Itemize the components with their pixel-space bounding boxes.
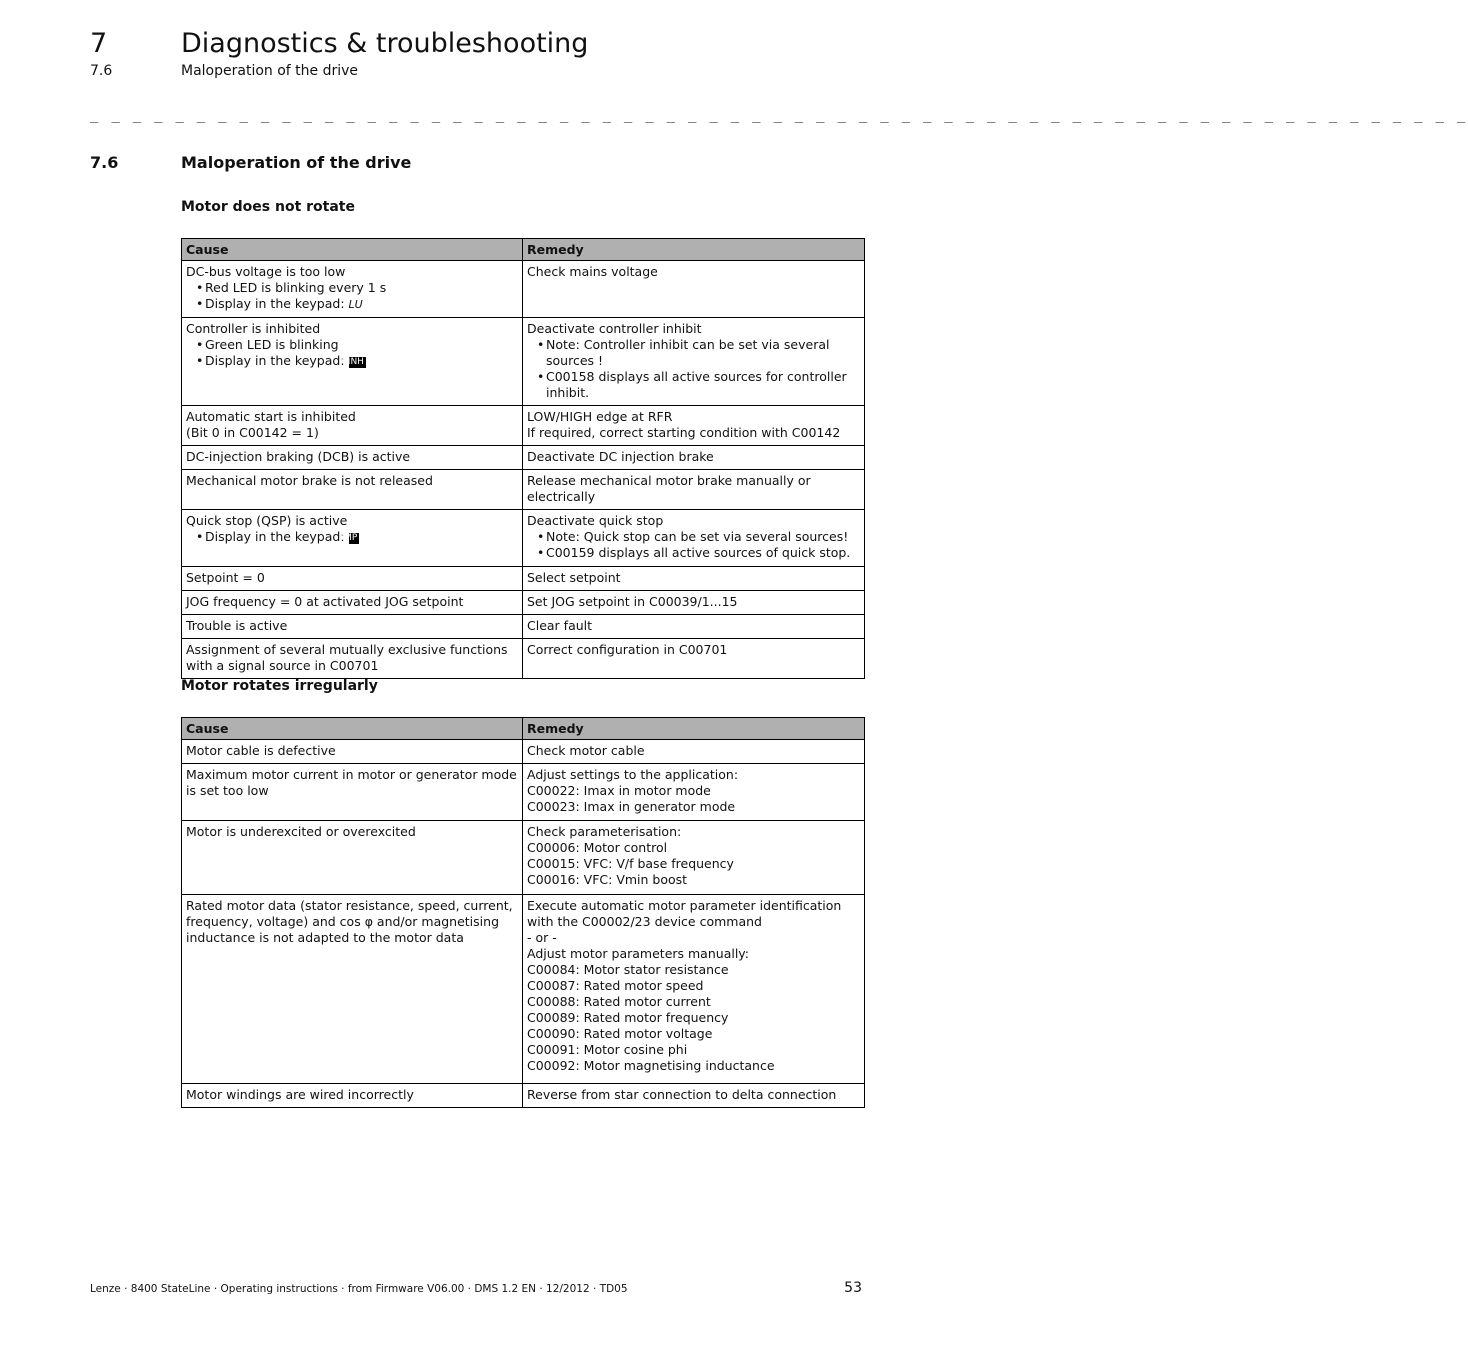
- remedy-cell: Check parameterisation: C00006: Motor control C00015: VFC: V/f base frequency C00016: VFC: Vmin boost: [523, 821, 865, 895]
- remedy-cell: Deactivate controller inhibit • Note: Controller inhibit can be set via several sources ! • C00158 displays all active sources for controller inhibit.: [523, 318, 865, 406]
- page-number: 53: [844, 1280, 862, 1296]
- keypad-display-lu: LU: [348, 298, 363, 311]
- cause-cell: Rated motor data (stator resistance, speed, current, frequency, voltage) and cos φ and/or magnetising inductance is not adapted to the motor data: [182, 895, 523, 1084]
- remedy-cell: Adjust settings to the application: C00022: Imax in motor mode C00023: Imax in generator mode: [523, 764, 865, 821]
- table-row: [182, 510, 865, 567]
- motor-rotates-irregularly-table: [181, 717, 865, 1108]
- remedy-cell: Release mechanical motor brake manually or electrically: [523, 470, 865, 510]
- cause-cell: JOG frequency = 0 at activated JOG setpoint: [182, 591, 523, 615]
- table-row: [182, 446, 865, 470]
- remedy-cell: Deactivate DC injection brake: [523, 446, 865, 470]
- header-section-title: Maloperation of the drive: [181, 63, 359, 79]
- cause-cell: Quick stop (QSP) is active • Display in the keypad: IMP: [182, 510, 523, 567]
- remedy-cell: Set JOG setpoint in C00039/1...15: [523, 591, 865, 615]
- remedy-cell: Execute automatic motor parameter identification with the C00002/23 device command - or - Adjust motor parameters manually: C00084: Motor stator resistance C00087: Rated motor speed C00088: Rated motor current C00089: Rated motor frequency C00090: Rated motor voltage C00091: Motor cosine phi C00092: Motor magnetising inductance: [523, 895, 865, 1084]
- remedy-cell: Deactivate quick stop • Note: Quick stop can be set via several sources! • C00159 displays all active sources of quick stop.: [523, 510, 865, 567]
- table-row: [182, 591, 865, 615]
- table-row: [182, 567, 865, 591]
- cause-cell: DC-injection braking (DCB) is active: [182, 446, 523, 470]
- table-row: [182, 1084, 865, 1108]
- table-header-row: [182, 718, 865, 740]
- table-row: [182, 261, 865, 318]
- chapter-title: Diagnostics & troubleshooting: [181, 28, 589, 59]
- cause-cell: Setpoint = 0: [182, 567, 523, 591]
- header-divider: _ _ _ _ _ _ _ _ _ _ _ _ _ _ _ _ _ _ _ _ _ _ _ _ _ _ _ _ _ _ _ _ _ _ _ _ _ _ _ _ _ _ _ _ _ _ _ _ _ _ _ _ _ _ _ _ _ _ _ _ _ _ _ _ _: [90, 107, 1468, 123]
- cause-cell: DC-bus voltage is too low • Red LED is blinking every 1 s • Display in the keypad: LU: [182, 261, 523, 318]
- table-row: [182, 740, 865, 764]
- remedy-cell: LOW/HIGH edge at RFR If required, correct starting condition with C00142: [523, 406, 865, 446]
- remedy-cell: Correct configuration in C00701: [523, 639, 865, 679]
- footer-text: Lenze · 8400 StateLine · Operating instructions · from Firmware V06.00 · DMS 1.2 EN · 12/2012 · TD05: [90, 1283, 628, 1295]
- cause-cell: Motor windings are wired incorrectly: [182, 1084, 523, 1108]
- table-row: [182, 470, 865, 510]
- cause-cell: Automatic start is inhibited (Bit 0 in C00142 = 1): [182, 406, 523, 446]
- table-row: [182, 764, 865, 821]
- keypad-display-cinh: CINH: [341, 357, 364, 367]
- remedy-cell: Clear fault: [523, 615, 865, 639]
- table1-heading: Motor does not rotate: [181, 199, 355, 215]
- cause-cell: Motor cable is defective: [182, 740, 523, 764]
- section-number: 7.6: [90, 153, 119, 172]
- column-header-remedy: Remedy: [523, 718, 865, 740]
- chapter-number: 7: [90, 28, 108, 59]
- header-section-number: 7.6: [90, 63, 113, 79]
- table-row: [182, 615, 865, 639]
- table-row: [182, 821, 865, 895]
- table-header-row: [182, 239, 865, 261]
- table-row: [182, 639, 865, 679]
- column-header-remedy: Remedy: [523, 239, 865, 261]
- remedy-cell: Check motor cable: [523, 740, 865, 764]
- cause-cell: Motor is underexcited or overexcited: [182, 821, 523, 895]
- cause-cell: Assignment of several mutually exclusive functions with a signal source in C00701: [182, 639, 523, 679]
- column-header-cause: Cause: [182, 718, 523, 740]
- remedy-cell: Check mains voltage: [523, 261, 865, 318]
- cause-cell: Maximum motor current in motor or generator mode is set too low: [182, 764, 523, 821]
- motor-not-rotate-table: [181, 238, 865, 679]
- remedy-cell: Reverse from star connection to delta connection: [523, 1084, 865, 1108]
- table2-heading: Motor rotates irregularly: [181, 678, 378, 694]
- cause-cell: Trouble is active: [182, 615, 523, 639]
- column-header-cause: Cause: [182, 239, 523, 261]
- section-title: Maloperation of the drive: [181, 153, 412, 172]
- table-row: [182, 406, 865, 446]
- table-row: [182, 895, 865, 1084]
- cause-cell: Controller is inhibited • Green LED is blinking • Display in the keypad: CINH: [182, 318, 523, 406]
- keypad-display-imp: IMP: [341, 533, 358, 543]
- cause-cell: Mechanical motor brake is not released: [182, 470, 523, 510]
- table-row: [182, 318, 865, 406]
- remedy-cell: Select setpoint: [523, 567, 865, 591]
